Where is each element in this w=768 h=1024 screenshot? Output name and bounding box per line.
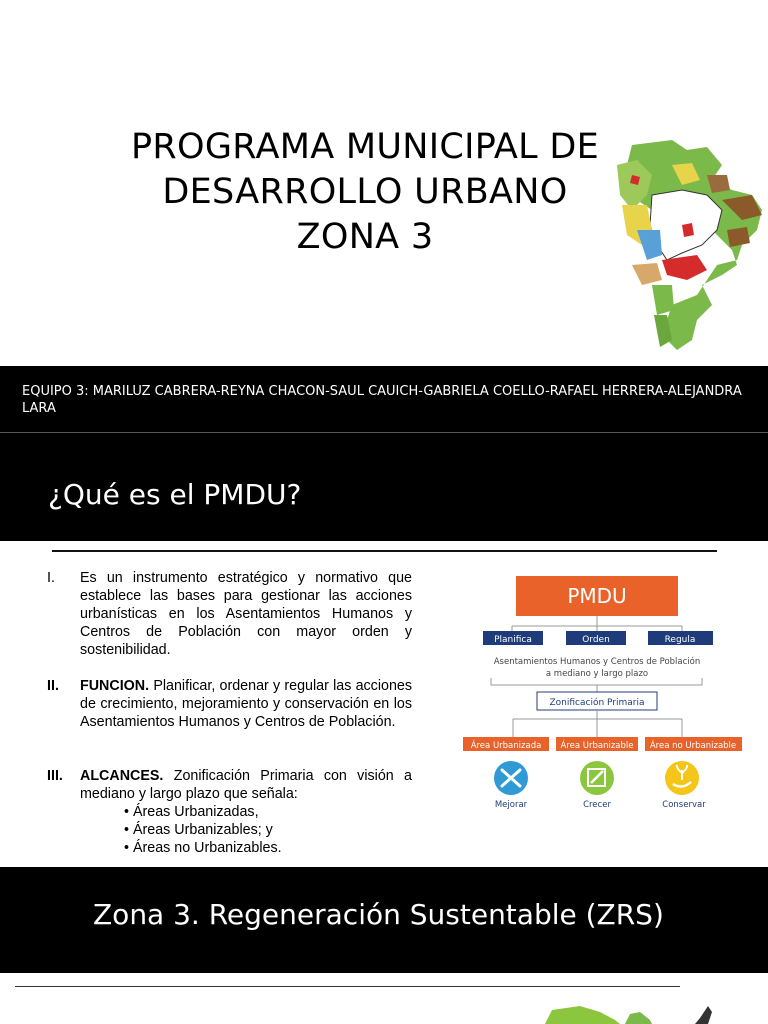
action-label: Planifica — [494, 635, 532, 645]
pmdu-diagram — [460, 570, 750, 820]
item-text: Planificar, ordenar y regular las acciones de crecimiento, mejoramiento y conservación en los Asentamientos Humanos y Centros de Población. — [80, 678, 412, 730]
plant-hand-icon — [665, 761, 699, 795]
item-text: Zonificación Primaria con visión a mediano y largo plazo que señala: — [80, 768, 412, 802]
slide-title — [60, 125, 670, 260]
description-line: Asentamientos Humanos y Centros de Población — [493, 657, 701, 667]
description-line: a mediano y largo plazo — [545, 669, 649, 679]
bullet-item: • Áreas Urbanizables; y — [124, 822, 273, 838]
item-number: III. — [47, 768, 63, 784]
area-label: Área Urbanizable — [560, 741, 634, 751]
title-line-3: ZONA 3 — [296, 217, 434, 257]
area-label: Área no Urbanizable — [649, 741, 737, 751]
zoning-label: Zonificación Primaria — [549, 698, 645, 708]
team-members: EQUIPO 3: MARILUZ CABRERA-REYNA CHACON-SAUL CAUICH-GABRIELA COELLO-RAFAEL HERRERA-ALEJANDRA LARA — [22, 384, 742, 416]
outcome-label: Conservar — [662, 800, 706, 810]
action-label: Orden — [582, 635, 610, 645]
bullet-item: • Áreas no Urbanizables. — [124, 840, 282, 856]
divider — [15, 986, 680, 987]
title-line-1: PROGRAMA MUNICIPAL DE — [130, 127, 600, 167]
pmdu-label: PMDU — [567, 584, 627, 608]
item-number: I. — [47, 570, 55, 586]
item-number: II. — [47, 678, 59, 694]
item-bold: FUNCION. — [80, 678, 150, 694]
outcome-label: Crecer — [583, 800, 611, 810]
list-item — [47, 767, 412, 803]
list-item — [47, 569, 412, 659]
item-bold: ALCANCES. — [80, 768, 164, 784]
list-item — [47, 677, 412, 731]
divider — [52, 550, 717, 552]
title-line-2: DESARROLLO URBANO — [162, 172, 568, 212]
zone-map-image — [540, 1000, 768, 1024]
slide2-title: ¿Qué es el PMDU? — [48, 478, 302, 511]
bullet-item: • Áreas Urbanizadas, — [124, 804, 259, 820]
action-label: Regula — [664, 635, 696, 645]
slide3-title: Zona 3. Regeneración Sustentable (ZRS) — [93, 898, 664, 931]
area-label: Área Urbanizada — [470, 741, 542, 751]
outcome-label: Mejorar — [494, 800, 528, 810]
growth-chart-icon — [580, 761, 614, 795]
zone-map-image — [612, 135, 768, 357]
tools-icon — [494, 761, 528, 795]
item-text: Es un instrumento estratégico y normativo que establece las bases para gestionar las acciones urbanísticas en los Asentamientos Humanos y Centros de Población con mayor orden y sostenibilidad. — [80, 570, 412, 658]
